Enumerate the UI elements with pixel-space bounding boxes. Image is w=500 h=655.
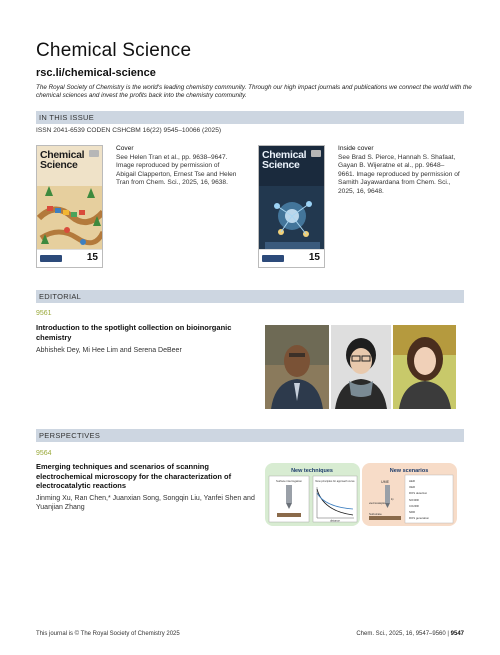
inside-cover-caption (338, 145, 460, 197)
graphic-label-distance: distance (330, 519, 340, 523)
graphic-left-title: New techniques (291, 468, 333, 474)
cover-caption-label: Cover (116, 145, 134, 152)
graphical-abstract-figure (265, 463, 457, 526)
graphic-label-surface: Surface interrogation (276, 479, 302, 483)
perspective-page-number[interactable]: 9564 (36, 450, 52, 457)
graphical-abstract[interactable] (265, 463, 457, 526)
graphic-label-tip: tip (391, 498, 394, 501)
graphic-label-nrr: NRR (409, 510, 416, 514)
cover-masthead-line2: Science (40, 159, 78, 171)
cover-footer (37, 249, 102, 267)
journal-blurb: The Royal Society of Chemistry is the world's leading chemistry community. Through our high impact journals and publications we connect the world with the chemical sciences and invest the profits back into the chemistry community. (36, 84, 472, 99)
graphic-label-substrate: Substrate (369, 512, 382, 516)
cover-caption-text: See Helen Tran et al., pp. 9638–9647. Image reproduced by permission of Abigail Clapperton, Ernest Tse and Helen Tran from Chem. Sci., 2025, 16, 9638. (116, 153, 237, 187)
graphic-label-her: HER (409, 479, 415, 483)
journal-url[interactable]: rsc.li/chemical-science (36, 67, 156, 79)
footer-page-number: 9547 (450, 631, 464, 637)
section-bar-perspectives: PERSPECTIVES (36, 429, 464, 442)
cover-volume: 15 (86, 252, 98, 263)
perspective-authors: Jinming Xu, Ran Chen,* Juanxian Song, Songqin Liu, Yanfei Shen and Yuanjian Zhang (36, 495, 255, 511)
editorial-authors: Abhishek Dey, Mi Hee Lim and Serena DeBeer (36, 347, 182, 354)
cover-masthead-line1: Chemical (40, 149, 85, 161)
graphic-label-co2rr: CO2RR (409, 504, 419, 508)
author-portrait-3 (393, 325, 456, 409)
inside-cover-caption-label: Inside cover (338, 145, 374, 152)
graphic-label-oer: OER (409, 485, 416, 489)
journal-title: Chemical Science (36, 40, 192, 61)
inside-cover-masthead (262, 150, 306, 170)
inside-cover-footer (259, 249, 324, 267)
graphic-label-principles: New principles for approach curve (315, 480, 355, 483)
cover-image[interactable] (36, 145, 103, 268)
footer-copyright: This journal is © The Royal Society of Chemistry 2025 (36, 631, 180, 637)
editorial-title[interactable]: Introduction to the spotlight collection on bioinorganic chemistry (36, 323, 232, 342)
graphic-label-ros-detection: ROS detection (409, 491, 428, 495)
graphic-label-electrocatalysis: electrocatalysis (369, 502, 386, 505)
inside-cover-volume: 15 (308, 252, 320, 263)
cover-masthead (40, 150, 84, 170)
cover-badge-icon (89, 150, 99, 157)
graphic-label-ume: UME (381, 480, 389, 484)
section-bar-in-this-issue: IN THIS ISSUE (36, 111, 464, 124)
inside-cover-caption-text: See Brad S. Pierce, Hannah S. Shafaat, Gayan B. Wijeratne et al., pp. 9648–9661. Image reproduced by permission of Samith Jayawardana from Chem. Sci., 2025, 16, 9648. (338, 153, 460, 195)
author-portrait-1 (265, 325, 329, 409)
graphic-label-ros-generation: ROS generation (409, 516, 430, 520)
inside-cover-image[interactable] (258, 145, 325, 268)
author-photo-3 (393, 325, 456, 409)
author-portrait-2 (331, 325, 391, 409)
inside-cover-masthead-line1: Chemical (262, 149, 307, 161)
editorial-page-number[interactable]: 9561 (36, 310, 52, 317)
footer-citation (356, 631, 464, 637)
footer-separator: | (445, 631, 451, 637)
graphic-right-title: New scenarios (389, 468, 429, 474)
footer-citation-ref: Chem. Sci., 2025, 16, 9547–9560 (356, 631, 446, 637)
graphic-label-no3rr: NO3RR (409, 498, 419, 502)
author-photo-1 (265, 325, 329, 409)
author-photo-2 (331, 325, 391, 409)
section-bar-editorial: EDITORIAL (36, 290, 464, 303)
issn-line: ISSN 2041-6539 CODEN CSHCBM 16(22) 9545–10066 (2025) (36, 127, 222, 134)
rsc-logo-icon (40, 255, 62, 262)
perspective-title[interactable]: Emerging techniques and scenarios of scanning electrochemical microscopy for the characterization of electrocatalytic reactions (36, 462, 232, 490)
rsc-logo-icon (262, 255, 284, 262)
inside-cover-badge-icon (311, 150, 321, 157)
cover-caption (116, 145, 240, 188)
inside-cover-masthead-line2: Science (262, 159, 300, 171)
